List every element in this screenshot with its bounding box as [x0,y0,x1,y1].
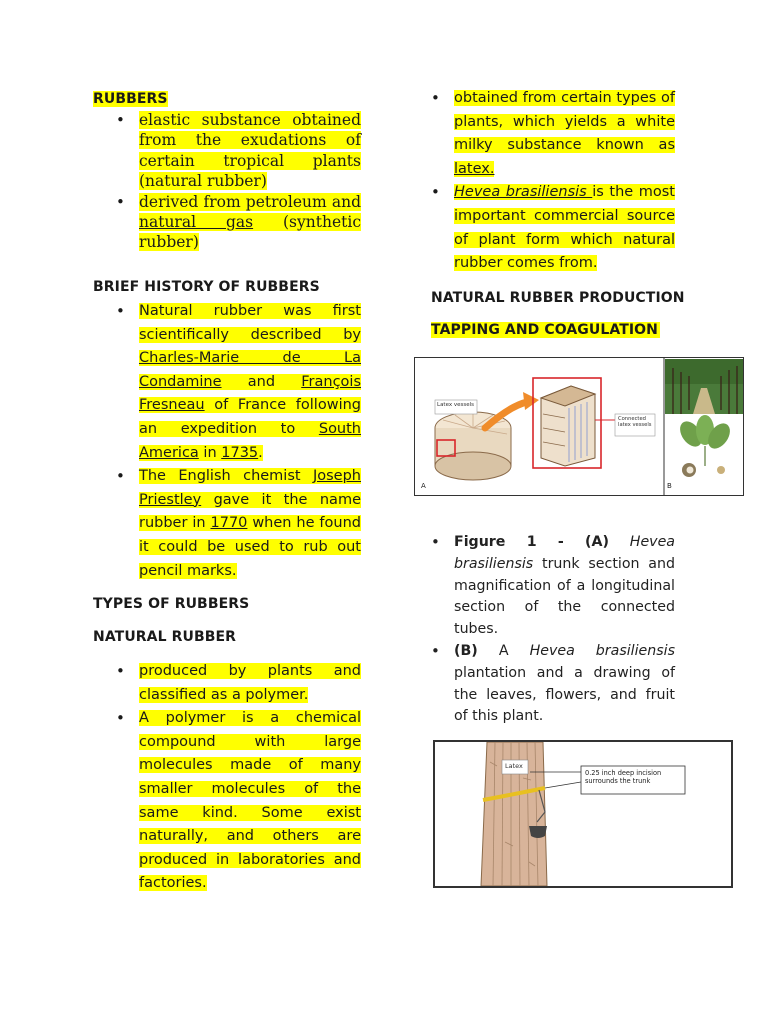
connected-vessels-label: Connected latex vessels [618,416,652,428]
leaves-drawing [676,415,735,477]
history-heading: BRIEF HISTORY OF RUBBERS [93,279,320,295]
figure-1-illustration [415,358,743,495]
rubbers-list [93,110,361,253]
list-item: • elastic substance obtained from the exudations of certain tropical plants (natural rubber) [93,110,361,192]
plantation-photo [665,359,743,414]
list-item: • produced by plants and classified as a polymer. [93,660,361,707]
natural-gas-link[interactable]: natural gas [139,213,254,232]
tapping-heading: TAPPING AND COAGULATION [431,322,658,338]
list-item: • Natural rubber was first scientifically described by Charles-Marie de La Condamine and François Fresneau of France following an expedition to South America in 1735. [93,300,361,465]
latex-label: Latex [505,762,523,770]
right-list [408,87,675,276]
incision-label: 0.25 inch deep incision surrounds the trunk [585,769,662,785]
tree-trunk-drawing [481,742,581,886]
rubbers-heading: RUBBERS [93,91,168,107]
fresneau-link[interactable]: François Fresneau [139,373,361,414]
list-item: • A polymer is a chemical compound with large molecules made of many smaller molecules of the same kind. Some exist naturally, and others are produced in laboratories and factories. [93,707,361,896]
figure-2 [433,740,733,888]
list-item: • The English chemist Joseph Priestley gave it the name rubber in 1770 when he found it could be used to rub out pencil marks. [93,465,361,583]
tapping-illustration [435,742,731,886]
hevea-link[interactable]: Hevea brasiliensis [454,184,593,201]
priestley-link[interactable]: Joseph Priestley [139,468,361,508]
latex-link[interactable]: latex. [454,160,495,177]
trunk-section-drawing [435,412,511,480]
condamine-link[interactable]: Charles-Marie de La Condamine [139,350,361,390]
magnified-block-drawing [533,378,619,468]
natural-rubber-list [93,660,361,896]
year-1735-link[interactable]: 1735 [221,444,259,461]
list-item: • derived from petroleum and natural gas (synthetic rubber) [93,192,361,253]
south-america-link[interactable]: South America [139,420,361,461]
natural-rubber-heading: NATURAL RUBBER [93,629,237,645]
figure-label-a: A [421,482,426,490]
list-item: • Hevea brasiliensis is the most important commercial source of plant form which natural rubber comes from. [408,181,675,275]
list-item: • obtained from certain types of plants, which yields a white milky substance known as latex. [408,87,675,181]
production-heading: NATURAL RUBBER PRODUCTION [431,290,685,306]
figure-1 [414,357,744,496]
list-item: • Figure 1 - (A) Hevea brasiliensis trunk section and magnification of a longitudinal section of the connected tubes. [408,532,675,641]
list-item: • (B) A Hevea brasiliensis plantation and a drawing of the leaves, flowers, and fruit of this plant. [408,641,675,728]
history-list [93,300,361,583]
figure-label-b: B [667,482,672,490]
caption-list [408,532,675,728]
types-heading: TYPES OF RUBBERS [93,596,250,612]
year-1770-link[interactable]: 1770 [210,515,248,532]
latex-vessels-label: Latex vessels [437,402,475,408]
